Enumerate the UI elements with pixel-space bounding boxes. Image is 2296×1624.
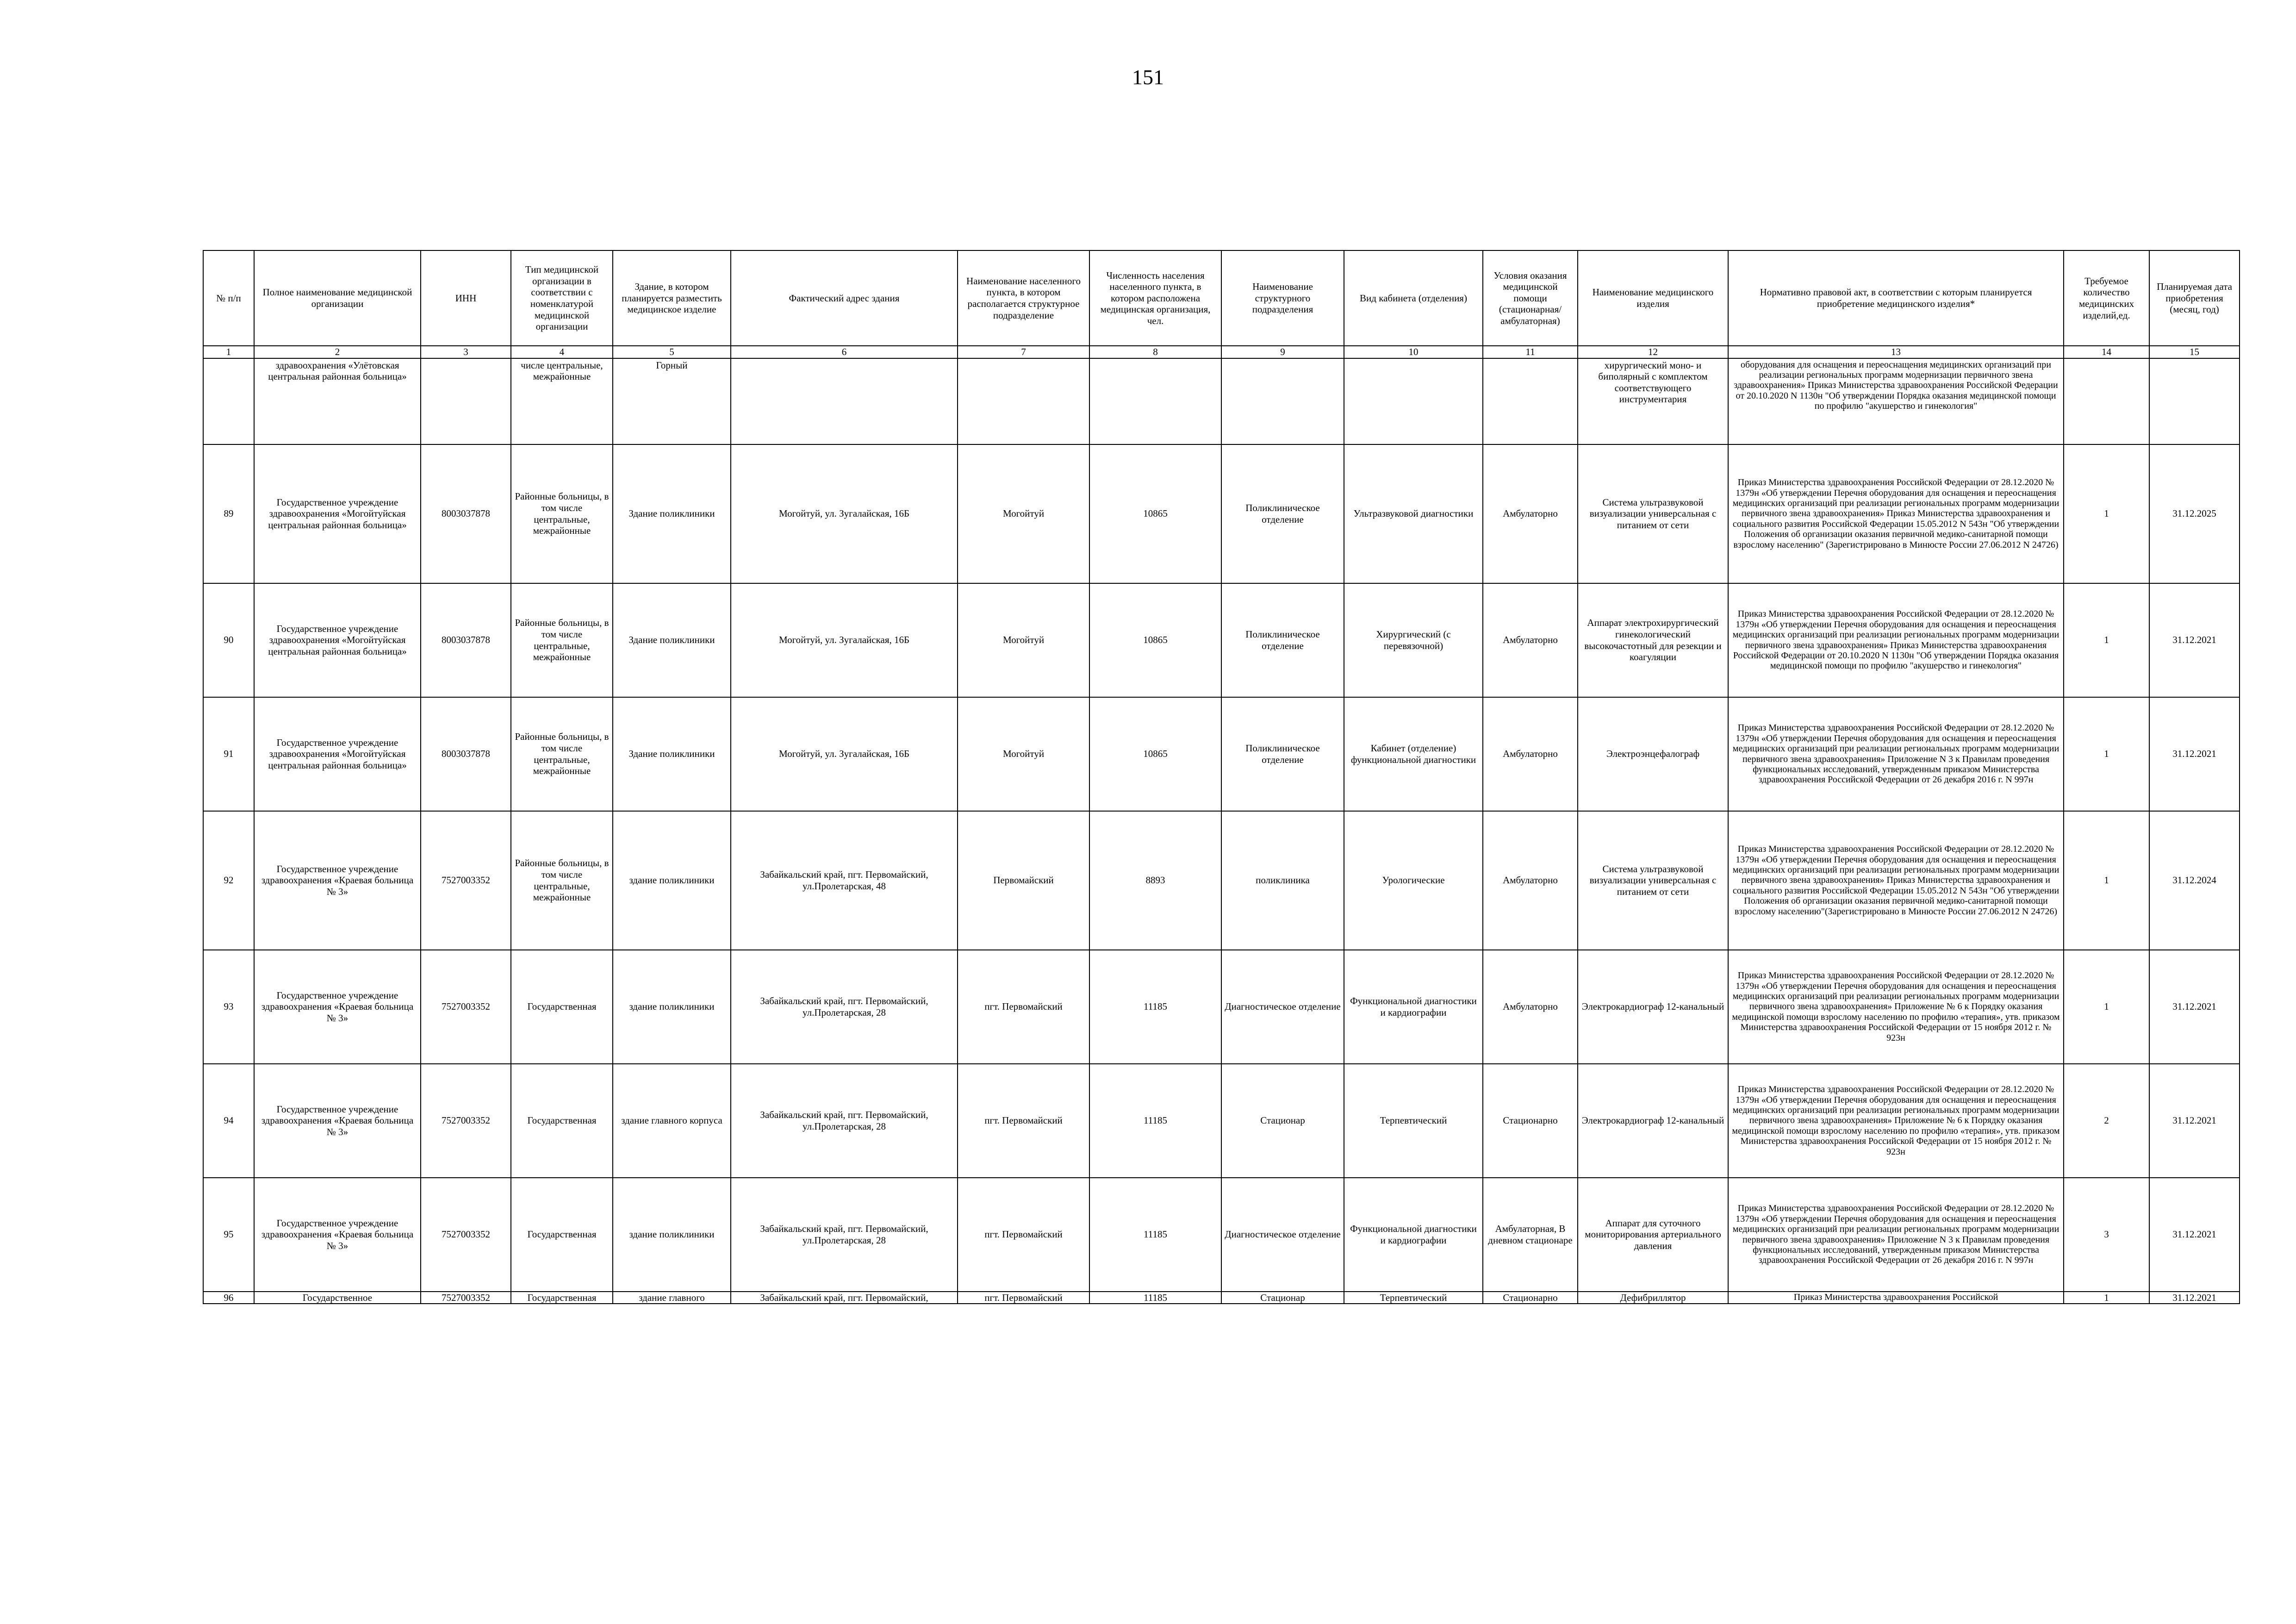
building-cell: Горный [613,358,731,444]
subdivision-cell: Поликлиническое отделение [1221,444,1344,583]
purchase-date-cell: 31.12.2021 [2149,583,2240,697]
inn-cell: 7527003352 [421,950,511,1064]
inn-cell: 7527003352 [421,1292,511,1304]
care-conditions-cell: Амбулаторно [1483,697,1578,811]
building-cell: Здание поликлиники [613,697,731,811]
legal-act-cell: Приказ Министерства здравоохранения Российской Федерации от 28.12.2020 № 1379н «Об утверждении Перечня оборудования для оснащения и переоснащения медицинских организаций при реализации региональных программ модернизации первичного звена здравоохранения» Приложение № 6 к Порядку оказания медицинской помощи взрослому населению по профилю «терапия», утв. приказом Министерства здравоохранения Российской Федерации от 15 ноября 2012 г. № 923н [1728,1064,2064,1178]
row-number-cell: 96 [203,1292,254,1304]
building-cell: Здание поликлиники [613,583,731,697]
row-number-cell: 93 [203,950,254,1064]
legal-act-cell: Приказ Министерства здравоохранения Российской [1728,1292,2064,1304]
header-cell: Полное наименование медицинской организации [254,250,421,346]
legal-act-cell: Приказ Министерства здравоохранения Российской Федерации от 28.12.2020 № 1379н «Об утверждении Перечня оборудования для оснащения и переоснащения медицинских организаций при реализации региональных программ модернизации первичного звена здравоохранения» Приложение № 6 к Порядку оказания медицинской помощи взрослому населению по профилю «терапия», утв. приказом Министерства здравоохранения Российской Федерации от 15 ноября 2012 г. № 923н [1728,950,2064,1064]
purchase-date-cell: 31.12.2021 [2149,950,2240,1064]
column-number: 8 [1089,346,1221,358]
subdivision-cell [1221,358,1344,444]
header-cell: Наименование медицинского изделия [1578,250,1728,346]
legal-act-cell: Приказ Министерства здравоохранения Российской Федерации от 28.12.2020 № 1379н «Об утверждении Перечня оборудования для оснащения и переоснащения медицинских организаций при реализации региональных программ модернизации первичного звена здравоохранения» Приказ Министерства здравоохранения и социального развития Российской Федерации 15.05.2012 N 543н "Об утверждении Положения об организации оказания первичной медико-санитарной помощи взрослому населению"(Зарегистрировано в Минюсте России 27.06.2012 N 24726) [1728,811,2064,950]
population-cell: 11185 [1089,1292,1221,1304]
organization-name-cell: Государственное учреждение здравоохранения «Краевая больница № 3» [254,1064,421,1178]
organization-type-cell: Районные больницы, в том числе центральные, межрайонные [511,444,613,583]
address-cell: Забайкальский край, пгт. Первомайский, ул.Пролетарская, 28 [731,1178,958,1292]
header-cell: Тип медицинской организации в соответствии с номенклатурой медицинской организации [511,250,613,346]
quantity-cell: 1 [2064,697,2149,811]
address-cell: Забайкальский край, пгт. Первомайский, ул.Пролетарская, 28 [731,950,958,1064]
settlement-cell: Могойтуй [958,444,1089,583]
legal-act-cell: Приказ Министерства здравоохранения Российской Федерации от 28.12.2020 № 1379н «Об утверждении Перечня оборудования для оснащения и переоснащения медицинских организаций при реализации региональных программ модернизации первичного звена здравоохранения» Приказ Министерства здравоохранения Российской Федерации от 20.10.2020 N 1130н "Об утверждении Порядка оказания медицинской помощи по профилю "акушерство и гинекология" [1728,583,2064,697]
population-cell: 10865 [1089,444,1221,583]
cabinet-type-cell: Терпевтический [1344,1064,1483,1178]
quantity-cell [2064,358,2149,444]
header-cell: Численность населения населенного пункта, в котором расположена медицинская организация, чел. [1089,250,1221,346]
header-cell: Условия оказания медицинской помощи (стационарная/ амбулаторная) [1483,250,1578,346]
care-conditions-cell: Амбулаторно [1483,583,1578,697]
inn-cell: 8003037878 [421,444,511,583]
subdivision-cell: Поликлиническое отделение [1221,697,1344,811]
cabinet-type-cell: Функциональной диагностики и кардиографии [1344,1178,1483,1292]
organization-name-cell: Государственное учреждение здравоохранения «Краевая больница № 3» [254,811,421,950]
purchase-date-cell: 31.12.2021 [2149,1064,2240,1178]
population-cell: 11185 [1089,950,1221,1064]
device-name-cell: Аппарат для суточного мониторирования артериального давления [1578,1178,1728,1292]
header-cell: Наименование населенного пункта, в котором располагается структурное подразделение [958,250,1089,346]
population-cell: 10865 [1089,697,1221,811]
table-row [203,444,2240,583]
settlement-cell: Могойтуй [958,697,1089,811]
header-cell: Фактический адрес здания [731,250,958,346]
subdivision-cell: Поликлиническое отделение [1221,583,1344,697]
care-conditions-cell: Амбулаторно [1483,950,1578,1064]
building-cell: здание поликлиники [613,1178,731,1292]
cabinet-type-cell: Хирургический (с перевязочной) [1344,583,1483,697]
address-cell [731,358,958,444]
page-number: 151 [1132,65,1164,89]
building-cell: здание главного [613,1292,731,1304]
inn-cell [421,358,511,444]
cabinet-type-cell: Урологические [1344,811,1483,950]
row-number-cell: 95 [203,1178,254,1292]
organization-type-cell: Государственная [511,1064,613,1178]
inn-cell: 8003037878 [421,697,511,811]
subdivision-cell: поликлиника [1221,811,1344,950]
column-number: 9 [1221,346,1344,358]
settlement-cell: пгт. Первомайский [958,1292,1089,1304]
subdivision-cell: Диагностическое отделение [1221,1178,1344,1292]
table-row [203,583,2240,697]
header-cell: Нормативно правовой акт, в соответствии с которым планируется приобретение медицинского изделия* [1728,250,2064,346]
table-row [203,1178,2240,1292]
table-body [203,358,2240,1304]
settlement-cell: пгт. Первомайский [958,1178,1089,1292]
organization-type-cell: Районные больницы, в том числе центральные, межрайонные [511,811,613,950]
header-cell: ИНН [421,250,511,346]
building-cell: Здание поликлиники [613,444,731,583]
organization-name-cell: Государственное [254,1292,421,1304]
address-cell: Забайкальский край, пгт. Первомайский, ул.Пролетарская, 28 [731,1064,958,1178]
device-name-cell: Электроэнцефалограф [1578,697,1728,811]
header-cell: Требуемое количество медицинских изделий,ед. [2064,250,2149,346]
row-number-cell: 89 [203,444,254,583]
inn-cell: 7527003352 [421,1178,511,1292]
quantity-cell: 1 [2064,811,2149,950]
purchase-date-cell: 31.12.2025 [2149,444,2240,583]
header-cell: Вид кабинета (отделения) [1344,250,1483,346]
settlement-cell: Первомайский [958,811,1089,950]
column-number: 5 [613,346,731,358]
row-number-cell: 91 [203,697,254,811]
quantity-cell: 1 [2064,1292,2149,1304]
organization-type-cell: Государственная [511,1178,613,1292]
population-cell: 8893 [1089,811,1221,950]
cabinet-type-cell [1344,358,1483,444]
column-number: 13 [1728,346,2064,358]
purchase-date-cell: 31.12.2021 [2149,1292,2240,1304]
purchase-date-cell [2149,358,2240,444]
organization-type-cell: Районные больницы, в том числе центральные, межрайонные [511,583,613,697]
building-cell: здание главного корпуса [613,1064,731,1178]
settlement-cell [958,358,1089,444]
device-name-cell: Система ультразвуковой визуализации универсальная с питанием от сети [1578,444,1728,583]
settlement-cell: пгт. Первомайский [958,950,1089,1064]
column-number: 7 [958,346,1089,358]
cabinet-type-cell: Функциональной диагностики и кардиографии [1344,950,1483,1064]
cabinet-type-cell: Кабинет (отделение) функциональной диагностики [1344,697,1483,811]
column-number: 12 [1578,346,1728,358]
care-conditions-cell: Амбулаторно [1483,444,1578,583]
care-conditions-cell: Амбулаторно [1483,811,1578,950]
quantity-cell: 2 [2064,1064,2149,1178]
device-name-cell: Дефибриллятор [1578,1292,1728,1304]
column-number: 4 [511,346,613,358]
legal-act-cell: Приказ Министерства здравоохранения Российской Федерации от 28.12.2020 № 1379н «Об утверждении Перечня оборудования для оснащения и переоснащения медицинских организаций при реализации региональных программ модернизации первичного звена здравоохранения» Приложение N 3 к Правилам проведения функциональных исследований, утвержденным приказом Министерства здравоохранения Российской Федерации от 26 декабря 2016 г. N 997н [1728,1178,2064,1292]
row-number-cell: 92 [203,811,254,950]
organization-name-cell: Государственное учреждение здравоохранения «Могойтуйская центральная районная больница» [254,583,421,697]
quantity-cell: 3 [2064,1178,2149,1292]
quantity-cell: 1 [2064,583,2149,697]
column-number: 2 [254,346,421,358]
subdivision-cell: Стационар [1221,1292,1344,1304]
header-cell: Планируемая дата приобретения (месяц, год) [2149,250,2240,346]
column-number: 14 [2064,346,2149,358]
building-cell: здание поликлиники [613,811,731,950]
address-cell: Забайкальский край, пгт. Первомайский, [731,1292,958,1304]
population-cell [1089,358,1221,444]
subdivision-cell: Диагностическое отделение [1221,950,1344,1064]
device-name-cell: Электрокардиограф 12-канальный [1578,950,1728,1064]
device-name-cell: Система ультразвуковой визуализации универсальная с питанием от сети [1578,811,1728,950]
settlement-cell: Могойтуй [958,583,1089,697]
column-number: 1 [203,346,254,358]
settlement-cell: пгт. Первомайский [958,1064,1089,1178]
quantity-cell: 1 [2064,950,2149,1064]
organization-type-cell: числе центральные, межрайонные [511,358,613,444]
header-cell: № п/п [203,250,254,346]
organization-type-cell: Районные больницы, в том числе центральные, межрайонные [511,697,613,811]
care-conditions-cell [1483,358,1578,444]
column-number-row [203,346,2240,358]
cabinet-type-cell: Ультразвуковой диагностики [1344,444,1483,583]
column-number: 11 [1483,346,1578,358]
header-cell: Здание, в котором планируется разместить медицинское изделие [613,250,731,346]
column-number: 15 [2149,346,2240,358]
device-name-cell: Электрокардиограф 12-канальный [1578,1064,1728,1178]
inn-cell: 7527003352 [421,1064,511,1178]
table-row [203,1292,2240,1304]
care-conditions-cell: Стационарно [1483,1292,1578,1304]
organization-name-cell: Государственное учреждение здравоохранения «Краевая больница № 3» [254,1178,421,1292]
population-cell: 11185 [1089,1178,1221,1292]
population-cell: 11185 [1089,1064,1221,1178]
purchase-date-cell: 31.12.2021 [2149,697,2240,811]
row-number-cell: 90 [203,583,254,697]
row-number-cell [203,358,254,444]
address-cell: Могойтуй, ул. Зугалайская, 16Б [731,697,958,811]
organization-type-cell: Государственная [511,950,613,1064]
organization-name-cell: здравоохранения «Улётовская центральная районная больница» [254,358,421,444]
building-cell: здание поликлиники [613,950,731,1064]
purchase-date-cell: 31.12.2024 [2149,811,2240,950]
purchase-date-cell: 31.12.2021 [2149,1178,2240,1292]
care-conditions-cell: Амбулаторная, В дневном стационаре [1483,1178,1578,1292]
address-cell: Забайкальский край, пгт. Первомайский, ул.Пролетарская, 48 [731,811,958,950]
device-name-cell: хирургический моно- и биполярный с комплектом соответствующего инструментария [1578,358,1728,444]
organization-name-cell: Государственное учреждение здравоохранения «Краевая больница № 3» [254,950,421,1064]
inn-cell: 8003037878 [421,583,511,697]
legal-act-cell: Приказ Министерства здравоохранения Российской Федерации от 28.12.2020 № 1379н «Об утверждении Перечня оборудования для оснащения и переоснащения медицинских организаций при реализации региональных программ модернизации первичного звена здравоохранения» Приказ Министерства здравоохранения и социального развития Российской Федерации 15.05.2012 N 543н "Об утверждении Положения об организации оказания первичной медико-санитарной помощи взрослому населению" (Зарегистрировано в Минюсте России 27.06.2012 N 24726) [1728,444,2064,583]
device-name-cell: Аппарат электрохирургический гинекологический высокочастотный для резекции и коагуляции [1578,583,1728,697]
column-number: 3 [421,346,511,358]
equipment-registry-table [203,250,2240,1304]
row-number-cell: 94 [203,1064,254,1178]
table-row [203,1064,2240,1178]
column-number: 10 [1344,346,1483,358]
header-row [203,250,2240,346]
address-cell: Могойтуй, ул. Зугалайская, 16Б [731,583,958,697]
table-row [203,358,2240,444]
inn-cell: 7527003352 [421,811,511,950]
organization-type-cell: Государственная [511,1292,613,1304]
address-cell: Могойтуй, ул. Зугалайская, 16Б [731,444,958,583]
organization-name-cell: Государственное учреждение здравоохранения «Могойтуйская центральная районная больница» [254,697,421,811]
table-row [203,950,2240,1064]
quantity-cell: 1 [2064,444,2149,583]
subdivision-cell: Стационар [1221,1064,1344,1178]
column-number: 6 [731,346,958,358]
population-cell: 10865 [1089,583,1221,697]
table-row [203,811,2240,950]
organization-name-cell: Государственное учреждение здравоохранения «Могойтуйская центральная районная больница» [254,444,421,583]
legal-act-cell: Приказ Министерства здравоохранения Российской Федерации от 28.12.2020 № 1379н «Об утверждении Перечня оборудования для оснащения и переоснащения медицинских организаций при реализации региональных программ модернизации первичного звена здравоохранения» Приложение N 3 к Правилам проведения функциональных исследований, утвержденным приказом Министерства здравоохранения Российской Федерации от 26 декабря 2016 г. N 997н [1728,697,2064,811]
table-row [203,697,2240,811]
cabinet-type-cell: Терпевтический [1344,1292,1483,1304]
legal-act-cell: оборудования для оснащения и переоснащения медицинских организаций при реализации региональных программ модернизации первичного звена здравоохранения» Приказ Министерства здравоохранения Российской Федерации от 20.10.2020 N 1130н "Об утверждении Порядка оказания медицинской помощи по профилю "акушерство и гинекология" [1728,358,2064,444]
care-conditions-cell: Стационарно [1483,1064,1578,1178]
header-cell: Наименование структурного подразделения [1221,250,1344,346]
